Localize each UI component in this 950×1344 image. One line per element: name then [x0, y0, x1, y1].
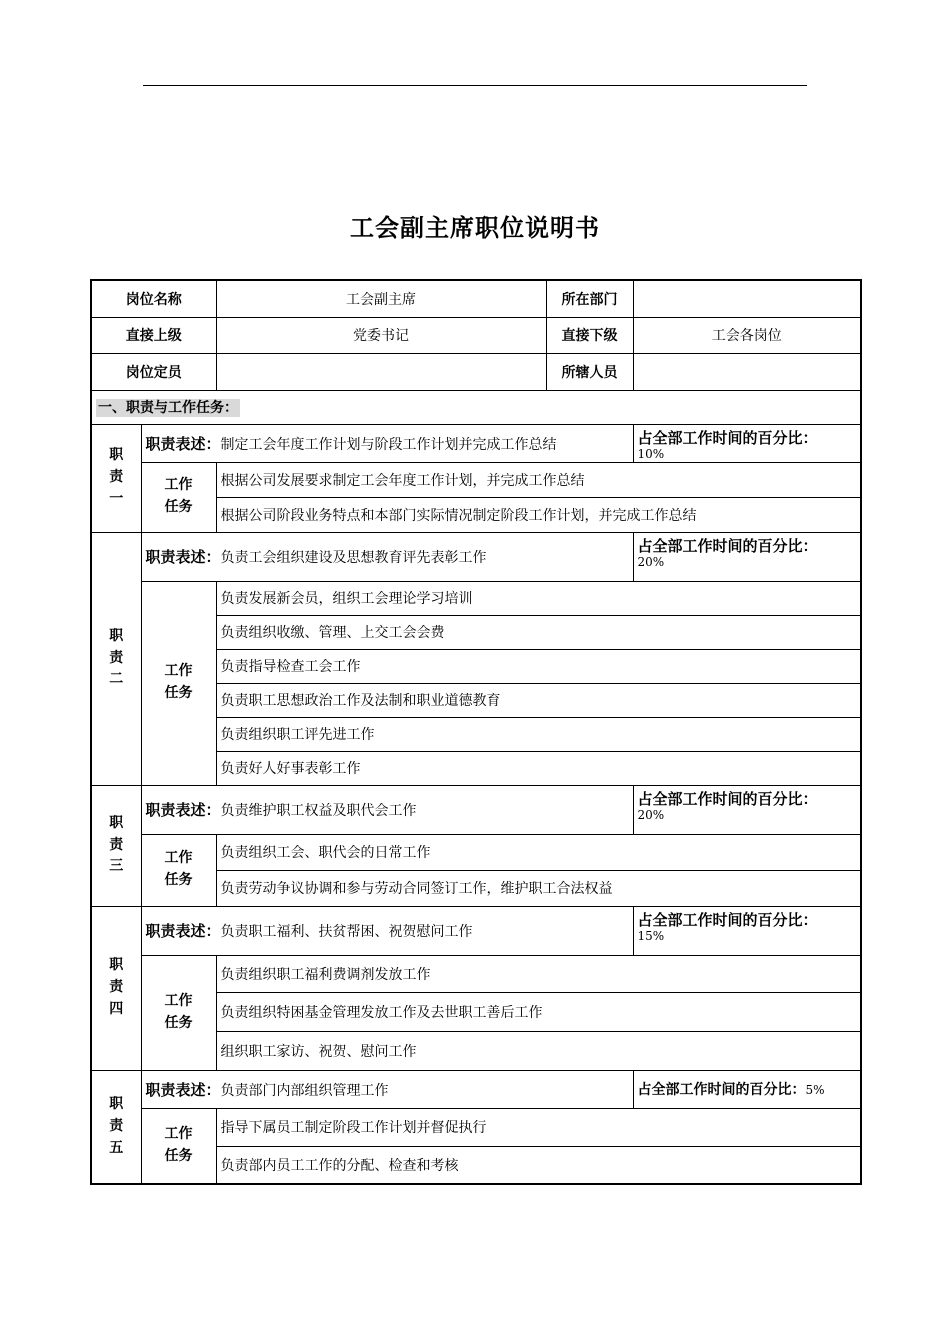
task-row [91, 955, 861, 992]
statement-label: 职责表述： [145, 1080, 221, 1099]
percent-value: 20% [637, 554, 665, 569]
percent-label: 占全部工作时间的百分比： [637, 789, 818, 808]
work-task-label: 工作任务 [141, 1108, 216, 1184]
duty-name: 职责五 [91, 1070, 141, 1184]
staff-value [633, 353, 861, 390]
position-name-label: 岗位名称 [91, 280, 216, 317]
duty-statement [141, 785, 633, 834]
work-task: 负责好人好事表彰工作 [216, 751, 861, 785]
percent-value: 15% [637, 928, 665, 943]
duty-statement-row [91, 1070, 861, 1108]
info-row-2 [91, 317, 861, 353]
statement-label: 职责表述： [145, 801, 221, 819]
duty-name: 职责二 [91, 532, 141, 785]
duty-statement [141, 906, 633, 955]
time-percent-cell [633, 532, 861, 581]
duty-name: 职责四 [91, 906, 141, 1070]
percent-label: 占全部工作时间的百分比： [637, 536, 818, 555]
percent-label: 占全部工作时间的百分比： [637, 1082, 806, 1098]
statement-text: 制定工会年度工作计划与阶段工作计划并完成工作总结 [220, 436, 557, 453]
statement-text: 负责职工福利、扶贫帮困、祝贺慰问工作 [220, 924, 473, 940]
headcount-value [216, 353, 546, 390]
staff-label: 所辖人员 [546, 353, 633, 390]
work-task-label: 工作任务 [141, 955, 216, 1070]
work-task: 负责部内员工工作的分配、检查和考核 [216, 1146, 861, 1184]
superior-label: 直接上级 [91, 317, 216, 353]
duty-statement [141, 532, 633, 581]
duty-statement [141, 1070, 633, 1108]
statement-label: 职责表述： [145, 922, 221, 940]
percent-label: 占全部工作时间的百分比： [637, 428, 818, 447]
work-task-label: 工作任务 [141, 834, 216, 906]
duty-statement-row [91, 785, 861, 834]
department-value [633, 280, 861, 317]
superior-value: 党委书记 [216, 317, 546, 353]
duty-statement-row [91, 424, 861, 462]
info-row-1 [91, 280, 861, 317]
headcount-label: 岗位定员 [91, 353, 216, 390]
statement-label: 职责表述： [145, 548, 221, 566]
department-label: 所在部门 [546, 280, 633, 317]
task-row [91, 834, 861, 870]
task-row [91, 1108, 861, 1146]
work-task: 组织职工家访、祝贺、慰问工作 [216, 1031, 861, 1070]
work-task: 负责组织收缴、管理、上交工会会费 [216, 615, 861, 649]
task-row [91, 462, 861, 497]
duty-name: 职责三 [91, 785, 141, 906]
work-task-label: 工作任务 [141, 462, 216, 532]
statement-text: 负责维护职工权益及职代会工作 [220, 803, 417, 819]
statement-label: 职责表述： [145, 434, 221, 453]
subordinate-label: 直接下级 [546, 317, 633, 353]
section-row [91, 390, 861, 424]
work-task: 负责发展新会员，组织工会理论学习培训 [216, 581, 861, 615]
time-percent-cell [633, 906, 861, 955]
work-task: 根据公司阶段业务特点和本部门实际情况制定阶段工作计划，并完成工作总结 [216, 497, 861, 532]
section-title: 一、职责与工作任务： [98, 400, 238, 416]
subordinate-value: 工会各岗位 [633, 317, 861, 353]
percent-label: 占全部工作时间的百分比： [637, 910, 818, 929]
work-task-label: 工作任务 [141, 581, 216, 785]
job-description-table [90, 279, 862, 1185]
duty-statement [141, 424, 633, 462]
percent-value: 5% [805, 1083, 825, 1097]
duty-statement-row [91, 532, 861, 581]
task-row [91, 581, 861, 615]
time-percent-cell [633, 1070, 861, 1108]
work-task: 根据公司发展要求制定工会年度工作计划，并完成工作总结 [216, 462, 861, 497]
percent-value: 10% [637, 446, 665, 461]
time-percent-cell [633, 424, 861, 462]
work-task: 指导下属员工制定阶段工作计划并督促执行 [216, 1108, 861, 1146]
work-task: 负责指导检查工会工作 [216, 649, 861, 683]
position-name-value: 工会副主席 [216, 280, 546, 317]
work-task: 负责劳动争议协调和参与劳动合同签订工作，维护职工合法权益 [216, 870, 861, 906]
document-title: 工会副主席职位说明书 [350, 214, 600, 242]
statement-text: 负责工会组织建设及思想教育评先表彰工作 [220, 550, 487, 566]
work-task: 负责组织职工福利费调剂发放工作 [216, 955, 861, 992]
statement-text: 负责部门内部组织管理工作 [220, 1082, 389, 1099]
work-task: 负责组织职工评先进工作 [216, 717, 861, 751]
header-rule [143, 85, 807, 86]
work-task: 负责组织工会、职代会的日常工作 [216, 834, 861, 870]
work-task: 负责组织特困基金管理发放工作及去世职工善后工作 [216, 992, 861, 1031]
percent-value: 20% [637, 807, 665, 822]
duty-name: 职责一 [91, 424, 141, 532]
duty-statement-row [91, 906, 861, 955]
time-percent-cell [633, 785, 861, 834]
info-row-3 [91, 353, 861, 390]
work-task: 负责职工思想政治工作及法制和职业道德教育 [216, 683, 861, 717]
